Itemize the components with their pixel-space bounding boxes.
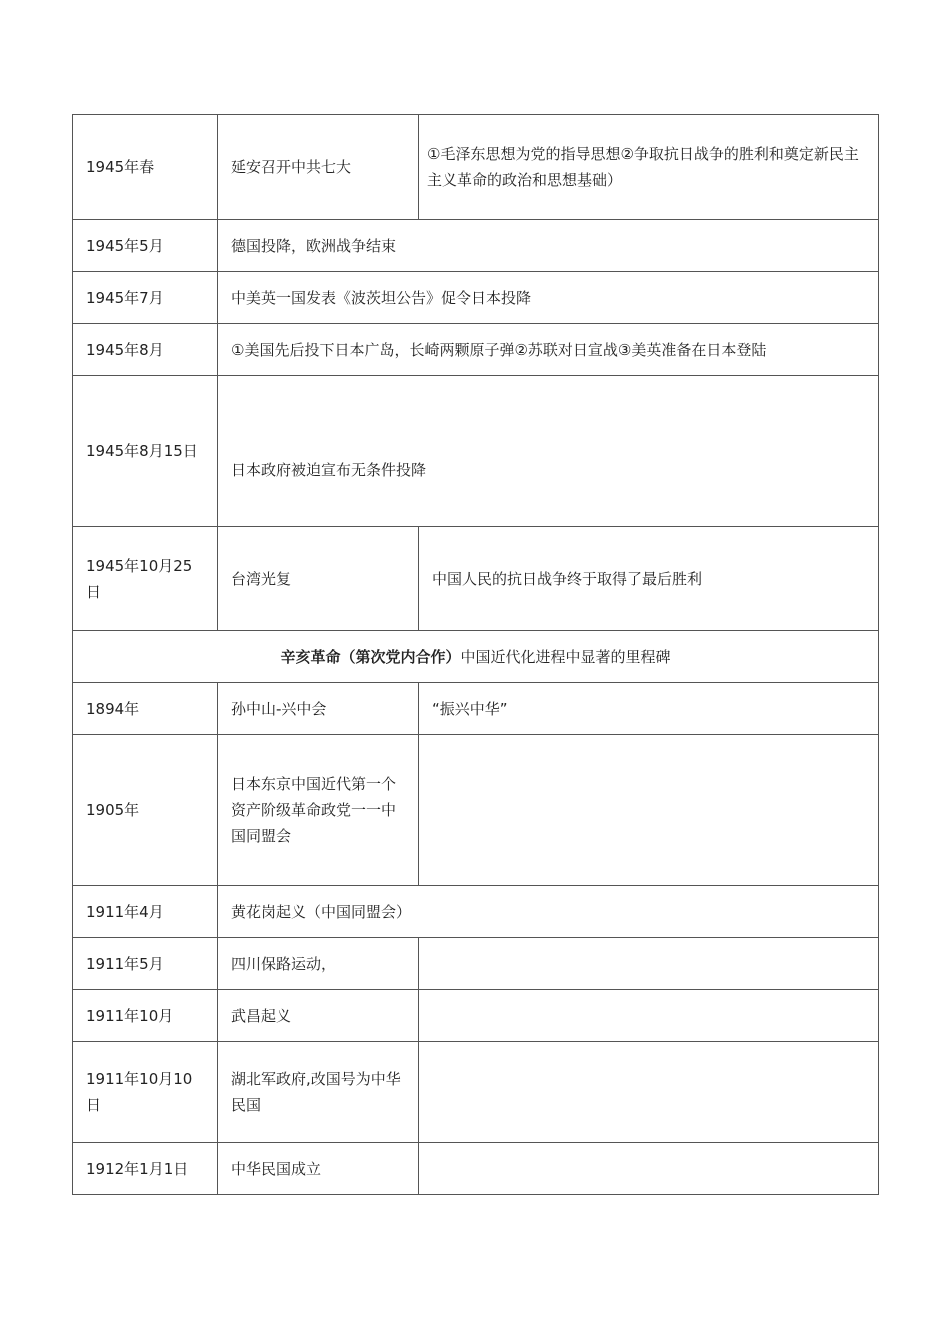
event-cell: 武昌起义 xyxy=(218,990,419,1042)
date-cell: 1945年8月 xyxy=(73,324,218,376)
event-cell: 中华民国成立 xyxy=(218,1143,419,1195)
table-row xyxy=(73,990,879,1042)
date-cell: 1905年 xyxy=(73,735,218,886)
table-row xyxy=(73,1143,879,1195)
section-subtitle: 中国近代化进程中显著的里程碑 xyxy=(460,647,671,666)
table-row xyxy=(73,527,879,631)
date-cell: 1911年10月10日 xyxy=(73,1042,218,1143)
table-row xyxy=(73,938,879,990)
significance-cell xyxy=(419,990,879,1042)
table-row xyxy=(73,272,879,324)
event-cell: 延安召开中共七大 xyxy=(218,115,419,220)
table-row xyxy=(73,735,879,886)
date-cell: 1911年4月 xyxy=(73,886,218,938)
section-paren: （第次党内合作） xyxy=(340,647,461,666)
section-title: 辛亥革命 xyxy=(280,647,341,666)
date-cell: 1945年8月15日 xyxy=(73,376,218,527)
date-cell: 1911年5月 xyxy=(73,938,218,990)
table-row xyxy=(73,886,879,938)
significance-cell xyxy=(419,1143,879,1195)
event-cell: 中美英一国发表《波茨坦公告》促令日本投降 xyxy=(218,272,879,324)
event-cell: 德国投降，欧洲战争结束 xyxy=(218,220,879,272)
table-row xyxy=(73,324,879,376)
event-cell: 日本政府被迫宣布无条件投降 xyxy=(218,376,879,527)
date-cell: 1945年10月25日 xyxy=(73,527,218,631)
significance-cell: “振兴中华” xyxy=(419,683,879,735)
date-cell: 1894年 xyxy=(73,683,218,735)
significance-cell xyxy=(419,1042,879,1143)
event-cell: 日本东京中国近代第一个资产阶级革命政党一一中国同盟会 xyxy=(218,735,419,886)
table-row xyxy=(73,683,879,735)
table-row xyxy=(73,1042,879,1143)
section-header xyxy=(73,631,879,683)
significance-cell xyxy=(419,938,879,990)
event-cell: 黄花岗起义（中国同盟会） xyxy=(218,886,879,938)
event-cell: 台湾光复 xyxy=(218,527,419,631)
table-row xyxy=(73,376,879,527)
section-header-row xyxy=(73,631,879,683)
event-cell: 湖北军政府,改国号为中华民国 xyxy=(218,1042,419,1143)
significance-cell: 中国人民的抗日战争终于取得了最后胜利 xyxy=(419,527,879,631)
significance-cell: ①毛泽东思想为党的指导思想②争取抗日战争的胜利和奠定新民主主义革命的政治和思想基础） xyxy=(419,115,879,220)
event-cell: 四川保路运动， xyxy=(218,938,419,990)
date-cell: 1945年5月 xyxy=(73,220,218,272)
date-cell: 1912年1月1日 xyxy=(73,1143,218,1195)
date-cell: 1945年春 xyxy=(73,115,218,220)
event-cell: 孙中山-兴中会 xyxy=(218,683,419,735)
table-row xyxy=(73,115,879,220)
event-cell: ①美国先后投下日本广岛，长崎两颗原子弹②苏联对日宣战③美英准备在日本登陆 xyxy=(218,324,879,376)
history-timeline-table xyxy=(72,114,879,1195)
significance-cell xyxy=(419,735,879,886)
date-cell: 1911年10月 xyxy=(73,990,218,1042)
date-cell: 1945年7月 xyxy=(73,272,218,324)
table-row xyxy=(73,220,879,272)
